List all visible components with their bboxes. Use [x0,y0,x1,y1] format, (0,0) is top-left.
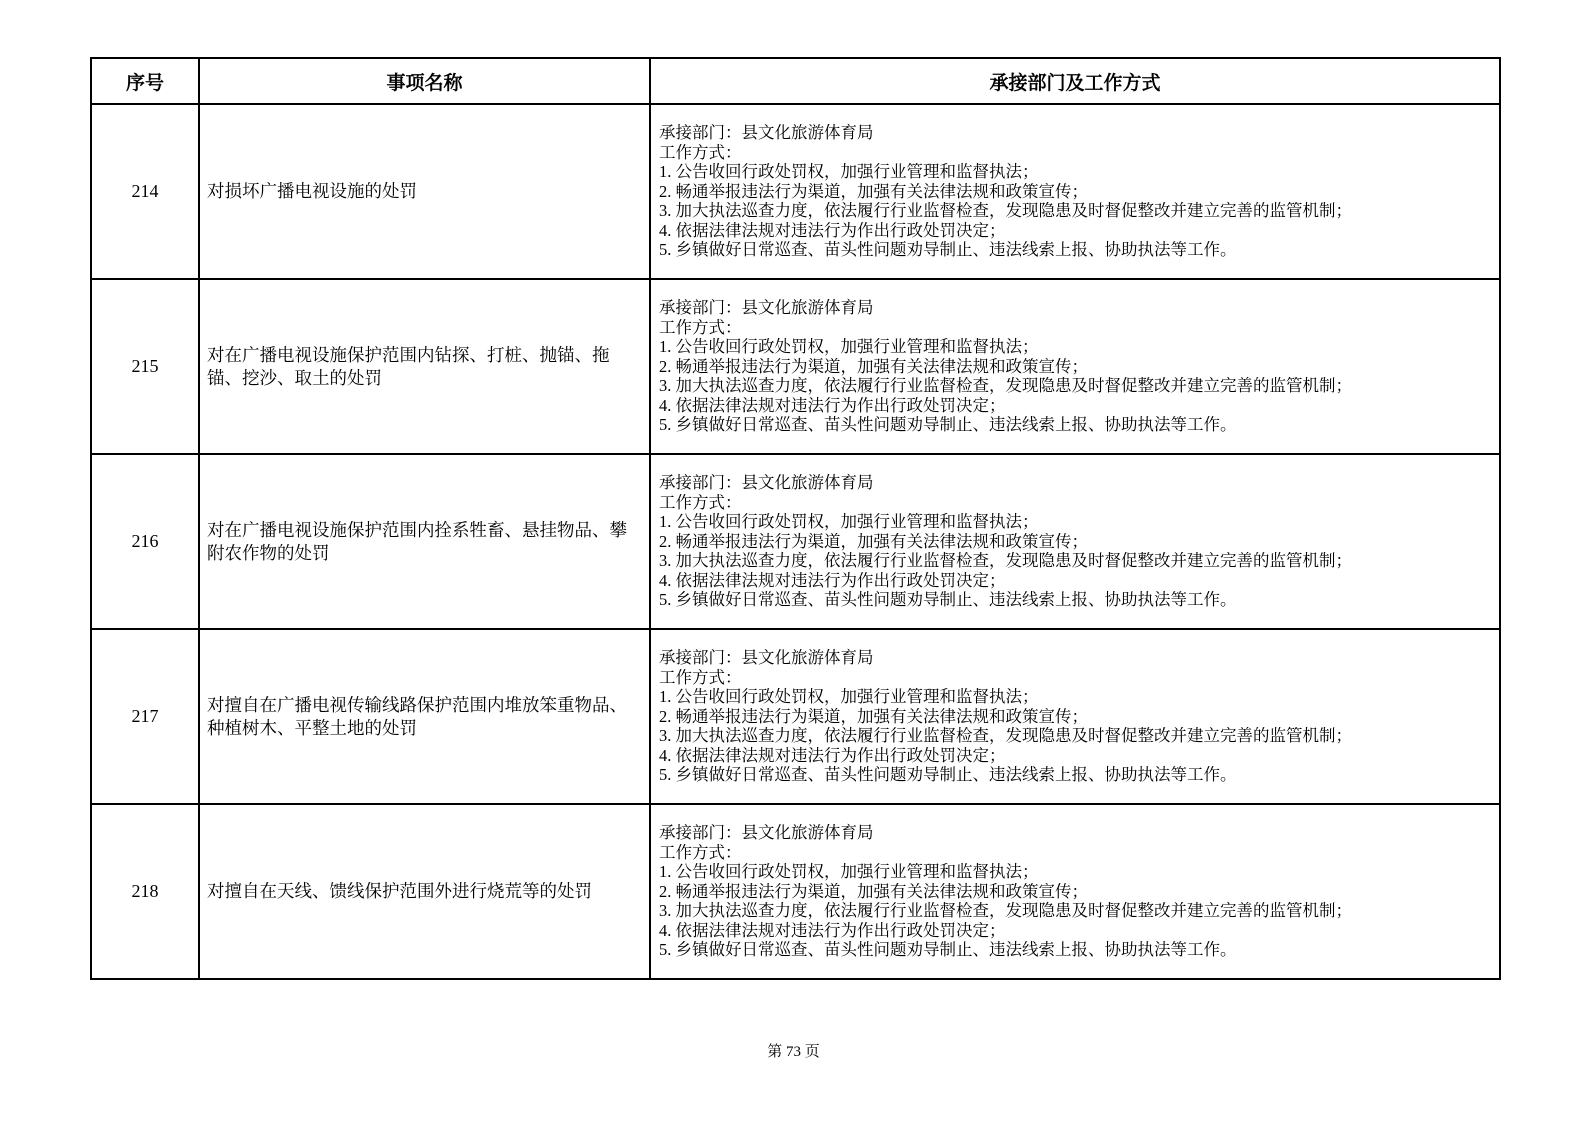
method-label-line: 工作方式： [659,142,742,162]
row-serial-number: 217 [91,629,199,804]
penalty-items-table [90,57,1501,980]
method-item-4: 4. 依据法律法规对违法行为作出行政处罚决定； [659,220,1006,240]
department-and-method-cell [650,104,1500,279]
table-row [91,804,1500,979]
method-item-3: 3. 加大执法巡查力度，依法履行行业监督检查，发现隐患及时督促整改并建立完善的监管机制； [659,201,1352,221]
department-and-method-cell [650,629,1500,804]
row-serial-number: 216 [91,454,199,629]
table-header-row [91,58,1500,104]
item-name: 对擅自在天线、馈线保护范围外进行烧荒等的处罚 [199,804,650,979]
item-name: 对在广播电视设施保护范围内拴系牲畜、悬挂物品、攀附农作物的处罚 [199,454,650,629]
table-row [91,454,1500,629]
method-item-5: 5. 乡镇做好日常巡查、苗头性问题劝导制止、违法线索上报、协助执法等工作。 [659,415,1237,435]
column-header-department-and-method: 承接部门及工作方式 [650,58,1500,104]
department-line: 承接部门：县文化旅游体育局 [659,123,874,143]
method-item-4: 4. 依据法律法规对违法行为作出行政处罚决定； [659,570,1006,590]
method-item-2: 2. 畅通举报违法行为渠道，加强有关法律法规和政策宣传； [659,881,1088,901]
page-number: 第 73 页 [767,1044,820,1060]
method-item-3: 3. 加大执法巡查力度，依法履行行业监督检查，发现隐患及时督促整改并建立完善的监管机制； [659,551,1352,571]
method-item-1: 1. 公告收回行政处罚权，加强行业管理和监督执法； [659,687,1039,707]
department-line: 承接部门：县文化旅游体育局 [659,473,874,493]
method-item-1: 1. 公告收回行政处罚权，加强行业管理和监督执法； [659,337,1039,357]
method-item-5: 5. 乡镇做好日常巡查、苗头性问题劝导制止、违法线索上报、协助执法等工作。 [659,590,1237,610]
method-item-4: 4. 依据法律法规对违法行为作出行政处罚决定； [659,395,1006,415]
column-header-item-name: 事项名称 [199,58,650,104]
row-serial-number: 218 [91,804,199,979]
method-label-line: 工作方式： [659,317,742,337]
department-and-method-cell [650,279,1500,454]
table-row [91,104,1500,279]
method-label-line: 工作方式： [659,492,742,512]
method-label-line: 工作方式： [659,842,742,862]
department-line: 承接部门：县文化旅游体育局 [659,823,874,843]
row-serial-number: 215 [91,279,199,454]
method-item-4: 4. 依据法律法规对违法行为作出行政处罚决定； [659,920,1006,940]
method-item-3: 3. 加大执法巡查力度，依法履行行业监督检查，发现隐患及时督促整改并建立完善的监管机制； [659,376,1352,396]
method-label-line: 工作方式： [659,667,742,687]
department-line: 承接部门：县文化旅游体育局 [659,648,874,668]
department-line: 承接部门：县文化旅游体育局 [659,298,874,318]
method-item-5: 5. 乡镇做好日常巡查、苗头性问题劝导制止、违法线索上报、协助执法等工作。 [659,240,1237,260]
method-item-2: 2. 畅通举报违法行为渠道，加强有关法律法规和政策宣传； [659,181,1088,201]
item-name: 对在广播电视设施保护范围内钻探、打桩、抛锚、拖锚、挖沙、取土的处罚 [199,279,650,454]
method-item-3: 3. 加大执法巡查力度，依法履行行业监督检查，发现隐患及时督促整改并建立完善的监管机制； [659,726,1352,746]
method-item-3: 3. 加大执法巡查力度，依法履行行业监督检查，发现隐患及时督促整改并建立完善的监管机制； [659,901,1352,921]
method-item-5: 5. 乡镇做好日常巡查、苗头性问题劝导制止、违法线索上报、协助执法等工作。 [659,765,1237,785]
department-and-method-cell [650,454,1500,629]
column-header-serial-number: 序号 [91,58,199,104]
department-and-method-cell [650,804,1500,979]
item-name: 对损坏广播电视设施的处罚 [199,104,650,279]
item-name: 对擅自在广播电视传输线路保护范围内堆放笨重物品、种植树木、平整土地的处罚 [199,629,650,804]
row-serial-number: 214 [91,104,199,279]
method-item-4: 4. 依据法律法规对违法行为作出行政处罚决定； [659,745,1006,765]
method-item-2: 2. 畅通举报违法行为渠道，加强有关法律法规和政策宣传； [659,356,1088,376]
method-item-2: 2. 畅通举报违法行为渠道，加强有关法律法规和政策宣传； [659,706,1088,726]
method-item-2: 2. 畅通举报违法行为渠道，加强有关法律法规和政策宣传； [659,531,1088,551]
method-item-1: 1. 公告收回行政处罚权，加强行业管理和监督执法； [659,512,1039,532]
table-row [91,629,1500,804]
table-row [91,279,1500,454]
method-item-1: 1. 公告收回行政处罚权，加强行业管理和监督执法； [659,162,1039,182]
method-item-5: 5. 乡镇做好日常巡查、苗头性问题劝导制止、违法线索上报、协助执法等工作。 [659,940,1237,960]
table-body [91,104,1500,979]
method-item-1: 1. 公告收回行政处罚权，加强行业管理和监督执法； [659,862,1039,882]
